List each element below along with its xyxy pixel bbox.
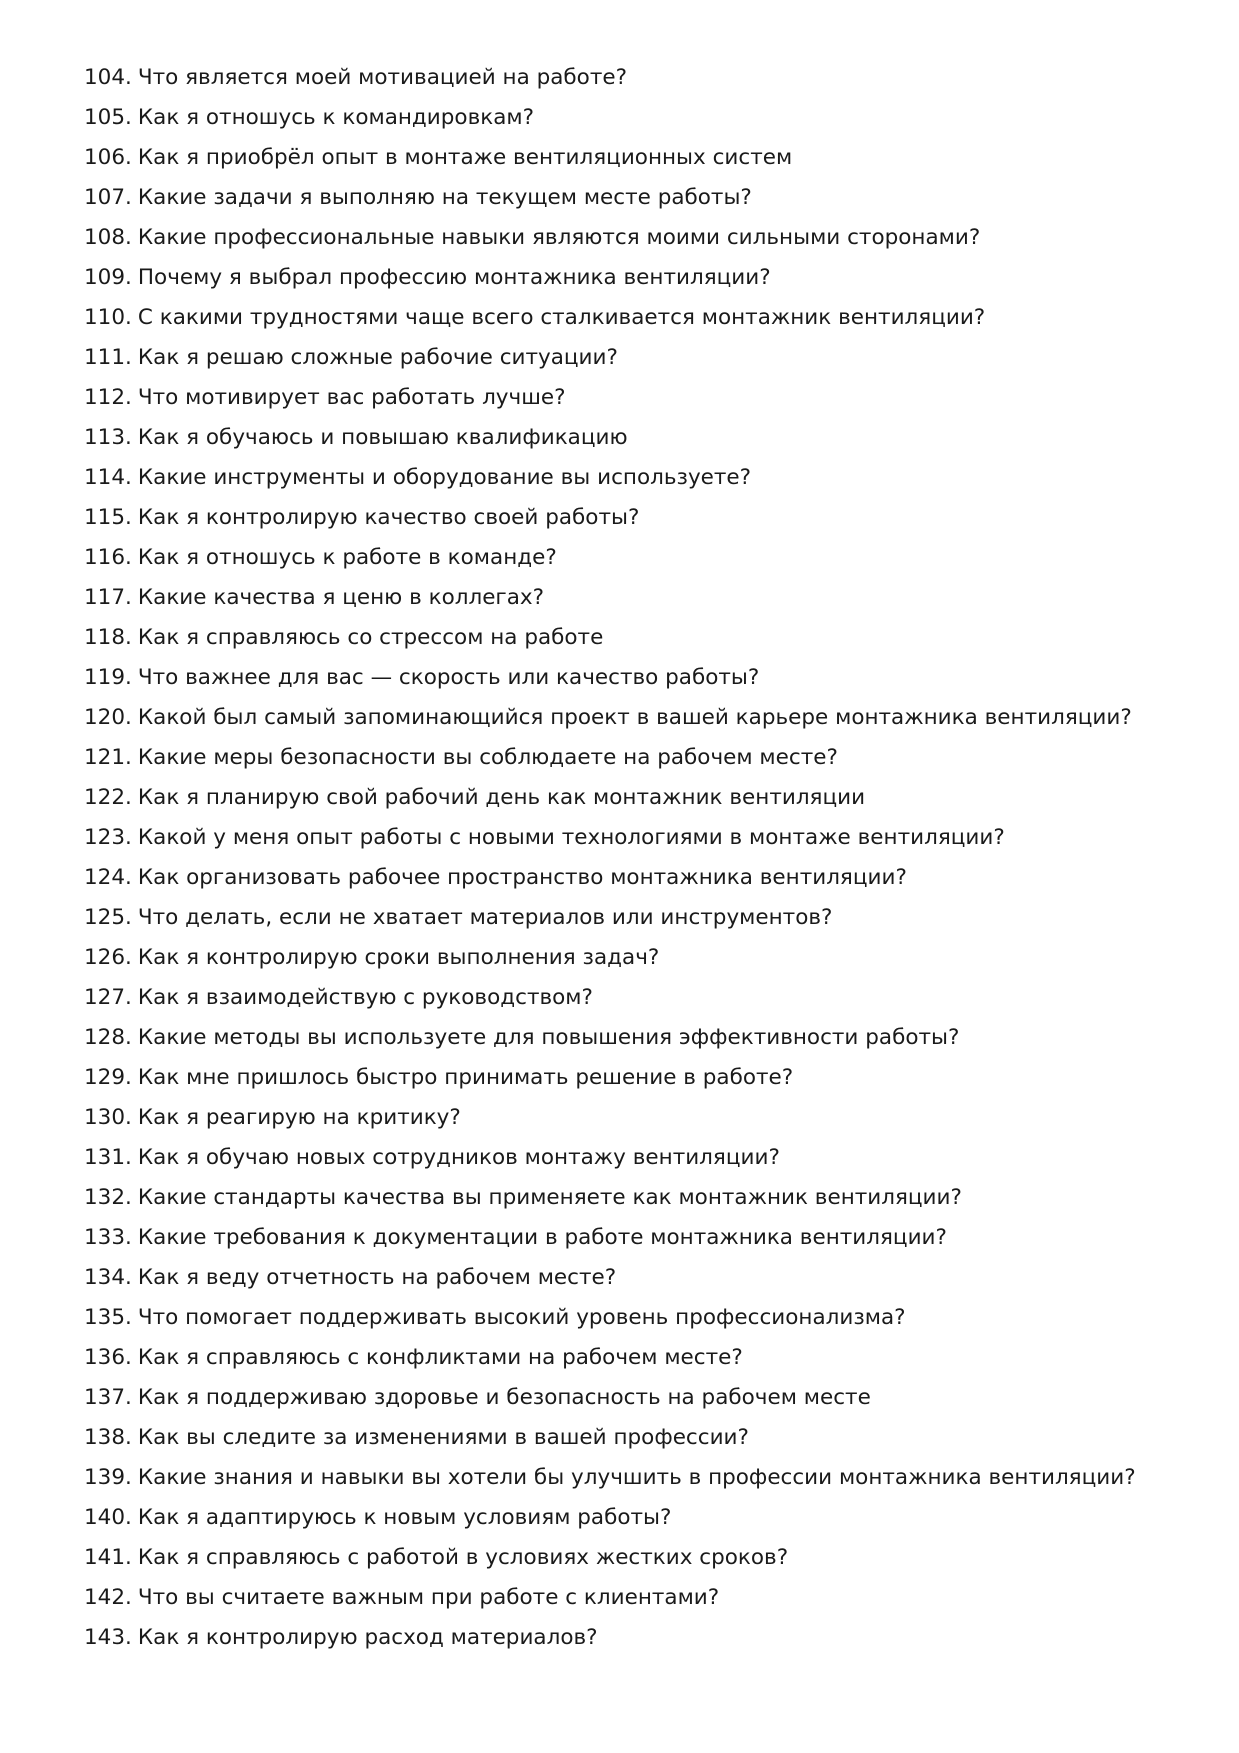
question-text: Как я справляюсь с работой в условиях жестких сроков? <box>137 1545 789 1570</box>
question-number: 111. <box>84 345 132 370</box>
list-item <box>84 618 1204 658</box>
question-text: Как я поддерживаю здоровье и безопасность на рабочем месте <box>137 1385 871 1410</box>
list-item <box>84 1418 1204 1458</box>
list-item <box>84 1538 1204 1578</box>
question-text: Как я контролирую качество своей работы? <box>137 505 640 530</box>
question-text: Какие методы вы используете для повышения эффективности работы? <box>137 1025 960 1050</box>
question-text: С какими трудностями чаще всего сталкивается монтажник вентиляции? <box>137 305 986 330</box>
list-item <box>84 1098 1204 1138</box>
list-item <box>84 218 1204 258</box>
question-text: Как вы следите за изменениями в вашей профессии? <box>137 1425 749 1450</box>
question-number: 104. <box>84 65 132 90</box>
question-text: Что мотивирует вас работать лучше? <box>137 385 566 410</box>
question-text: Как я планирую свой рабочий день как монтажник вентиляции <box>137 785 866 810</box>
question-number: 143. <box>84 1625 132 1650</box>
question-text: Как я взаимодействую с руководством? <box>137 985 593 1010</box>
list-item <box>84 1178 1204 1218</box>
question-number: 138. <box>84 1425 132 1450</box>
list-item <box>84 98 1204 138</box>
question-number: 119. <box>84 665 132 690</box>
question-number: 112. <box>84 385 132 410</box>
question-text: Какие требования к документации в работе монтажника вентиляции? <box>137 1225 947 1250</box>
list-item <box>84 698 1204 738</box>
question-text: Какие задачи я выполняю на текущем месте работы? <box>137 185 752 210</box>
question-text: Как мне пришлось быстро принимать решение в работе? <box>137 1065 794 1090</box>
list-item <box>84 498 1204 538</box>
question-number: 140. <box>84 1505 132 1530</box>
question-text: Как я справляюсь с конфликтами на рабочем месте? <box>137 1345 743 1370</box>
question-text: Какие инструменты и оборудование вы используете? <box>137 465 752 490</box>
list-item <box>84 1498 1204 1538</box>
question-number: 125. <box>84 905 132 930</box>
list-item <box>84 418 1204 458</box>
list-item <box>84 338 1204 378</box>
list-item <box>84 1258 1204 1298</box>
question-number: 124. <box>84 865 132 890</box>
list-item <box>84 898 1204 938</box>
question-text: Что важнее для вас — скорость или качество работы? <box>137 665 760 690</box>
list-item <box>84 578 1204 618</box>
question-number: 129. <box>84 1065 132 1090</box>
question-text: Как я отношусь к командировкам? <box>137 105 535 130</box>
question-number: 136. <box>84 1345 132 1370</box>
question-text: Какие меры безопасности вы соблюдаете на рабочем месте? <box>137 745 838 770</box>
question-number: 109. <box>84 265 132 290</box>
question-number: 107. <box>84 185 132 210</box>
question-text: Какие качества я ценю в коллегах? <box>137 585 545 610</box>
question-number: 128. <box>84 1025 132 1050</box>
question-text: Какие знания и навыки вы хотели бы улучшить в профессии монтажника вентиляции? <box>137 1465 1136 1490</box>
question-text: Что является моей мотивацией на работе? <box>137 65 627 90</box>
question-text: Какие профессиональные навыки являются моими сильными сторонами? <box>137 225 981 250</box>
list-item <box>84 1458 1204 1498</box>
list-item <box>84 1058 1204 1098</box>
question-number: 142. <box>84 1585 132 1610</box>
question-number: 120. <box>84 705 132 730</box>
list-item <box>84 178 1204 218</box>
question-text: Как я контролирую расход материалов? <box>137 1625 598 1650</box>
question-text: Почему я выбрал профессию монтажника вентиляции? <box>137 265 771 290</box>
question-number: 131. <box>84 1145 132 1170</box>
list-item <box>84 818 1204 858</box>
question-number: 113. <box>84 425 132 450</box>
question-number: 108. <box>84 225 132 250</box>
list-item <box>84 778 1204 818</box>
question-text: Как я обучаюсь и повышаю квалификацию <box>137 425 628 450</box>
question-number: 133. <box>84 1225 132 1250</box>
question-text: Как я контролирую сроки выполнения задач? <box>137 945 660 970</box>
list-item <box>84 858 1204 898</box>
question-number: 134. <box>84 1265 132 1290</box>
list-item <box>84 298 1204 338</box>
list-item <box>84 538 1204 578</box>
question-text: Что помогает поддерживать высокий уровень профессионализма? <box>137 1305 906 1330</box>
list-item <box>84 1338 1204 1378</box>
list-item <box>84 1618 1204 1658</box>
question-number: 130. <box>84 1105 132 1130</box>
question-text: Как я приобрёл опыт в монтаже вентиляционных систем <box>137 145 793 170</box>
question-text: Как я решаю сложные рабочие ситуации? <box>137 345 618 370</box>
question-text: Как я веду отчетность на рабочем месте? <box>137 1265 617 1290</box>
question-number: 116. <box>84 545 132 570</box>
question-number: 122. <box>84 785 132 810</box>
question-number: 117. <box>84 585 132 610</box>
question-number: 105. <box>84 105 132 130</box>
question-text: Как я отношусь к работе в команде? <box>137 545 557 570</box>
question-text: Что делать, если не хватает материалов или инструментов? <box>137 905 833 930</box>
question-number: 139. <box>84 1465 132 1490</box>
list-item <box>84 258 1204 298</box>
question-text: Какой у меня опыт работы с новыми технологиями в монтаже вентиляции? <box>137 825 1005 850</box>
list-item <box>84 978 1204 1018</box>
question-number: 106. <box>84 145 132 170</box>
list-item <box>84 658 1204 698</box>
list-item <box>84 1018 1204 1058</box>
question-text: Как я справляюсь со стрессом на работе <box>137 625 604 650</box>
question-number: 114. <box>84 465 132 490</box>
list-item <box>84 458 1204 498</box>
question-number: 141. <box>84 1545 132 1570</box>
list-item <box>84 738 1204 778</box>
list-item <box>84 1298 1204 1338</box>
question-text: Какие стандарты качества вы применяете как монтажник вентиляции? <box>137 1185 962 1210</box>
question-text: Как я реагирую на критику? <box>137 1105 461 1130</box>
question-list <box>84 58 1204 1658</box>
question-number: 137. <box>84 1385 132 1410</box>
question-number: 110. <box>84 305 132 330</box>
question-number: 121. <box>84 745 132 770</box>
list-item <box>84 1578 1204 1618</box>
question-text: Как я обучаю новых сотрудников монтажу вентиляции? <box>137 1145 780 1170</box>
question-number: 118. <box>84 625 132 650</box>
list-item <box>84 1218 1204 1258</box>
list-item <box>84 1138 1204 1178</box>
question-number: 127. <box>84 985 132 1010</box>
question-number: 126. <box>84 945 132 970</box>
question-text: Какой был самый запоминающийся проект в вашей карьере монтажника вентиляции? <box>137 705 1132 730</box>
question-text: Как организовать рабочее пространство монтажника вентиляции? <box>137 865 907 890</box>
list-item <box>84 1378 1204 1418</box>
question-number: 135. <box>84 1305 132 1330</box>
question-text: Что вы считаете важным при работе с клиентами? <box>137 1585 720 1610</box>
question-text: Как я адаптируюсь к новым условиям работы? <box>137 1505 672 1530</box>
question-number: 115. <box>84 505 132 530</box>
list-item <box>84 58 1204 98</box>
question-number: 132. <box>84 1185 132 1210</box>
question-number: 123. <box>84 825 132 850</box>
list-item <box>84 938 1204 978</box>
list-item <box>84 138 1204 178</box>
list-item <box>84 378 1204 418</box>
